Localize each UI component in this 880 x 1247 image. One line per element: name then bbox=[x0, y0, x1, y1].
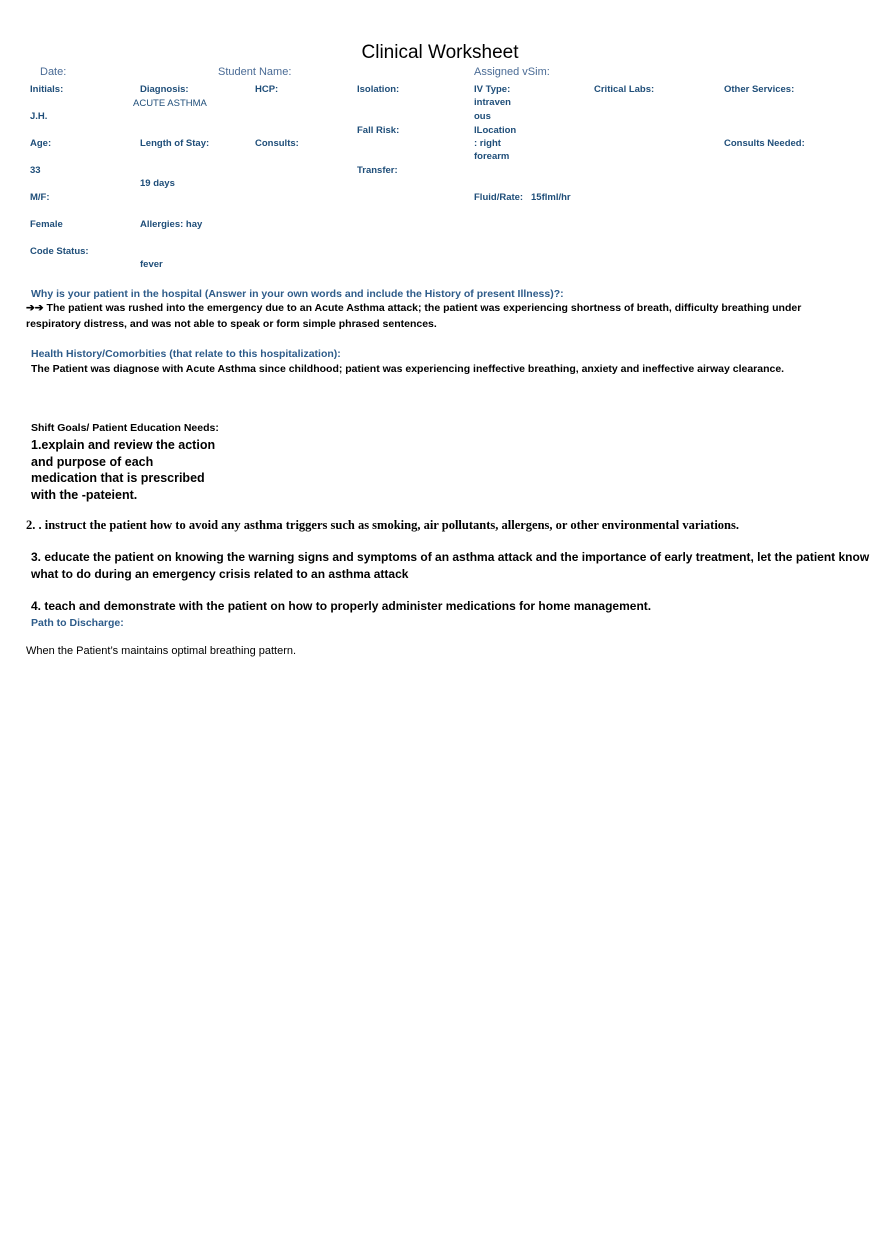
history-text: The Patient was diagnose with Acute Asthma since childhood; patient was experiencing ineffective breathing, anxiety and ineffective airway clearance. bbox=[31, 363, 785, 375]
iv-type-label: IV Type: bbox=[474, 84, 511, 95]
why-heading: Why is your patient in the hospital (Answer in your own words and include the History of present Illness)?: bbox=[31, 288, 564, 300]
transfer-label: Transfer: bbox=[357, 165, 398, 176]
other-services-label: Other Services: bbox=[724, 84, 795, 95]
age-value: 33 bbox=[30, 165, 41, 176]
sex-value: Female bbox=[30, 219, 63, 230]
goal-3-line-2: what to do during an emergency crisis related to an asthma attack bbox=[31, 567, 409, 581]
length-of-stay-value: 19 days bbox=[140, 178, 175, 189]
history-heading: Health History/Comorbities (that relate to this hospitalization): bbox=[31, 348, 341, 360]
page-title: Clinical Worksheet bbox=[361, 42, 519, 63]
why-text-line-1: The patient was rushed into the emergency due to an Acute Asthma attack; the patient was experiencing shortness of breath, difficulty breathing under bbox=[46, 302, 802, 314]
diagnosis-value: ACUTE ASTHMA bbox=[133, 98, 207, 109]
fluid-rate-label: Fluid/Rate: bbox=[474, 192, 524, 203]
allergies-value: fever bbox=[140, 259, 163, 270]
hcp-label: HCP: bbox=[255, 84, 279, 95]
assigned-vsim-label: Assigned vSim: bbox=[474, 66, 550, 78]
fall-risk-label: Fall Risk: bbox=[357, 125, 400, 136]
consults-needed-label: Consults Needed: bbox=[724, 138, 805, 149]
goal-4: 4. teach and demonstrate with the patient on how to properly administer medications for home management. bbox=[31, 599, 652, 613]
age-label: Age: bbox=[30, 138, 52, 149]
initials-label: Initials: bbox=[30, 84, 64, 95]
fluid-rate-value: 15flml/hr bbox=[531, 192, 571, 203]
date-label: Date: bbox=[40, 66, 67, 78]
code-status-label: Code Status: bbox=[30, 246, 89, 257]
iv-type-line: intraven bbox=[474, 97, 511, 108]
allergies-label: Allergies: hay bbox=[140, 219, 203, 230]
sex-label: M/F: bbox=[30, 192, 50, 203]
iv-type-line: forearm bbox=[474, 151, 510, 162]
why-text bbox=[26, 302, 801, 314]
diagnosis-label: Diagnosis: bbox=[140, 84, 189, 95]
arrow-right-icon: ➔➔ bbox=[26, 302, 44, 314]
why-text-line-2: respiratory distress, and was not able to speak or form simple phrased sentences. bbox=[26, 318, 437, 330]
initials-value: J.H. bbox=[30, 111, 48, 122]
iv-type-line: ous bbox=[474, 111, 491, 122]
critical-labs-label: Critical Labs: bbox=[594, 84, 655, 95]
goals-heading: Shift Goals/ Patient Education Needs: bbox=[31, 422, 219, 434]
goal-1: 1.explain and review the action and purpose of each medication that is prescribed with the -pateient. bbox=[31, 438, 216, 502]
discharge-text: When the Patient’s maintains optimal breathing pattern. bbox=[26, 645, 297, 657]
consults-label: Consults: bbox=[255, 138, 299, 149]
student-name-label: Student Name: bbox=[218, 66, 292, 78]
length-of-stay-label: Length of Stay: bbox=[140, 138, 210, 149]
goal-2: 2. . instruct the patient how to avoid any asthma triggers such as smoking, air pollutants, allergens, or other environmental variations. bbox=[26, 518, 739, 532]
discharge-heading: Path to Discharge: bbox=[31, 617, 124, 629]
goal-3-line-1: 3. educate the patient on knowing the warning signs and symptoms of an asthma attack and the importance of early treatment, let the patient know bbox=[31, 550, 870, 564]
isolation-label: Isolation: bbox=[357, 84, 400, 95]
iv-type-line: : right bbox=[474, 138, 501, 149]
iv-type-line: lLocation bbox=[474, 125, 517, 136]
